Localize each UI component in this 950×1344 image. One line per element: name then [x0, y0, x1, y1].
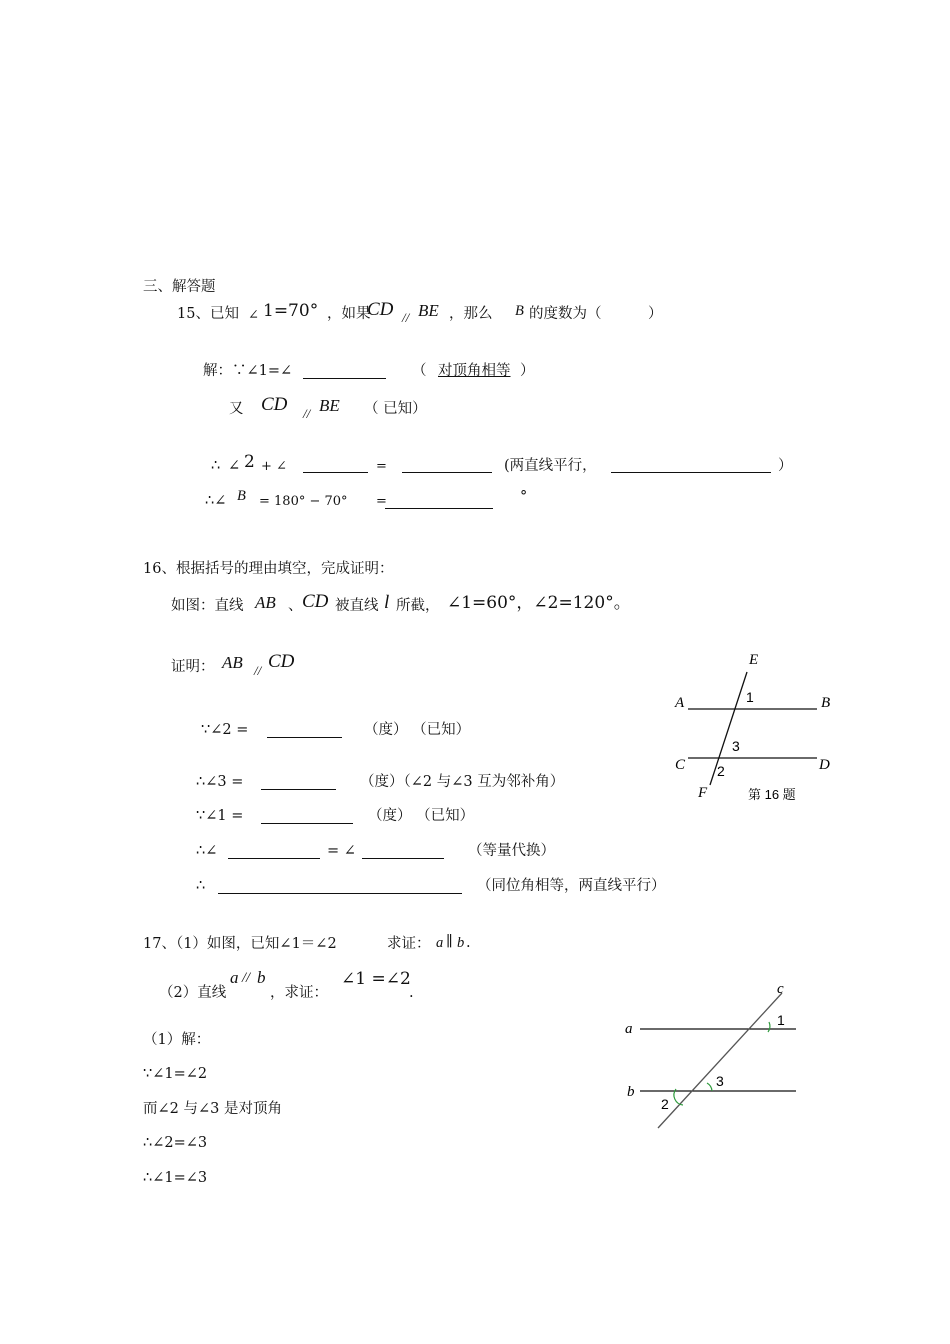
q17-label-2: 2 — [661, 1096, 669, 1112]
q15-reason3-prefix: (两直线平行， — [504, 458, 597, 474]
q15-lead: 15、已知 — [177, 306, 239, 322]
q15-known-label: （ 已知） — [364, 401, 427, 417]
q16-figure — [660, 645, 850, 810]
q17-solution-line3: ∴∠2=∠3 — [143, 1135, 208, 1151]
q15-blank-2[interactable] — [303, 472, 368, 473]
q16-label-d: D — [819, 757, 830, 773]
q15-degree-sign: ° — [520, 489, 528, 505]
q16-cut-text: 被直线 — [335, 598, 379, 614]
q17-label-3: 3 — [716, 1073, 724, 1089]
q16-ab: AB — [255, 593, 276, 612]
q16-step5-tail: （同位角相等，两直线平行） — [477, 878, 666, 894]
q15-also: 又 — [229, 401, 244, 417]
q16-l: l — [384, 592, 390, 613]
q17-figure — [610, 975, 810, 1135]
q15-blank-5[interactable] — [385, 508, 493, 509]
q15-reason1-open: （ — [412, 363, 427, 379]
q16-label-b: B — [821, 695, 831, 711]
q16-step4-mid: = ∠ — [327, 843, 356, 859]
q16-label-e: E — [749, 652, 759, 668]
q16-label-c: C — [675, 757, 686, 773]
q15-line4-calc: = 180° − 70° — [259, 494, 348, 509]
q15-close-paren: ） — [648, 306, 663, 322]
q15-be: BE — [418, 301, 439, 320]
q15-also-be: BE — [319, 396, 340, 415]
q16-cut-text2: 所截， — [396, 598, 440, 614]
q15-then-text: ，那么 — [449, 306, 493, 322]
q15-blank-4[interactable] — [611, 472, 771, 473]
q16-step2-tail: （度）（∠2 与∠3 互为邻补角） — [360, 774, 565, 790]
q16-label-a: A — [675, 695, 685, 711]
q16-blank-1[interactable] — [267, 737, 342, 738]
q15-angle-symbol: ∠ — [248, 308, 259, 323]
q17-angle-1-arc — [768, 1022, 770, 1032]
q15-reason3-close: ） — [778, 458, 793, 474]
q15-if-text: ，如果 — [327, 306, 371, 322]
q17-part2-claim: ∠1 =∠2 — [341, 969, 411, 989]
section-title: 三、解答题 — [143, 279, 216, 295]
q16-caption: 第 16 题 — [748, 787, 796, 802]
q16-step4-tail: （等量代换） — [468, 843, 555, 859]
q16-cd: CD — [302, 591, 329, 612]
q16-blank-6[interactable] — [218, 893, 462, 894]
q17-label-b: b — [627, 1084, 635, 1100]
q16-label-3: 3 — [732, 738, 740, 754]
q15-line4-eq: = — [376, 494, 387, 509]
q17-part1-prefix: 17、（1）如图，已知∠1＝∠2 — [143, 936, 337, 952]
q17-part2-prefix: （2）直线 — [159, 985, 227, 1001]
q17-part2-parallel: // — [242, 970, 251, 986]
q16-separator: 、 — [288, 598, 303, 614]
q16-proof-cd: CD — [268, 651, 295, 672]
q17-solution-line1: ∵∠1=∠2 — [143, 1066, 208, 1082]
q16-label-f: F — [698, 785, 708, 801]
q16-line-l — [710, 672, 747, 785]
q15-two: 2 — [244, 452, 255, 472]
q15-angle2-symbol: ∠ — [228, 458, 241, 474]
q16-blank-3[interactable] — [261, 823, 353, 824]
q16-figure-prefix: 如图：直线 — [171, 598, 244, 614]
q15-therefore: ∴ — [211, 458, 221, 474]
q17-angle-3-arc — [707, 1083, 712, 1091]
q15-reason1: 对顶角相等 — [438, 363, 511, 379]
q15-also-cd: CD — [261, 394, 288, 415]
q15-blank-3[interactable] — [402, 472, 492, 473]
q16-step5-prefix: ∴ — [196, 878, 206, 894]
q16-label-1: 1 — [746, 689, 754, 705]
q17-part1-prove: 求证： — [387, 936, 431, 952]
q17-solution-line2: 而∠2 与∠3 是对顶角 — [143, 1101, 282, 1117]
q16-step1-tail: （度） （已知） — [364, 722, 471, 738]
q15-equals: = — [376, 459, 387, 474]
q15-line4-b: B — [237, 488, 246, 504]
q17-part1-end: . — [466, 935, 471, 951]
q16-step4-prefix: ∴∠ — [196, 843, 218, 859]
q17-label-1: 1 — [777, 1012, 785, 1028]
q15-plus-angle: + ∠ — [261, 459, 287, 474]
q17-label-c: c — [777, 981, 784, 997]
q15-ask-text: 的度数为（ — [529, 306, 602, 322]
q15-solution-prefix: 解：∵∠1=∠ — [203, 363, 293, 379]
q16-step2-prefix: ∴∠3 = — [196, 774, 244, 790]
q17-part2-end: . — [409, 985, 414, 1001]
q16-proof-label: 证明： — [171, 659, 215, 675]
q16-blank-5[interactable] — [362, 858, 444, 859]
q16-proof-ab: AB — [222, 653, 243, 672]
q17-part2-prove: ，求证： — [270, 985, 328, 1001]
q15-given-value: 1=70° — [263, 301, 319, 321]
q15-also-parallel: // — [303, 406, 311, 421]
q17-solution-line4: ∴∠1=∠3 — [143, 1170, 208, 1186]
q15-blank-1[interactable] — [303, 378, 386, 379]
q16-label-2: 2 — [717, 763, 725, 779]
q15-reason1-close: ） — [520, 363, 535, 379]
q17-solution-label: （1）解： — [143, 1032, 211, 1048]
q16-step1-prefix: ∵∠2 = — [201, 722, 249, 738]
q17-part2-a: a — [230, 968, 239, 987]
q15-parallel: // — [402, 310, 410, 325]
q16-step3-tail: （度） （已知） — [368, 808, 475, 824]
q17-part2-b: b — [257, 968, 266, 987]
q16-lead: 16、根据括号的理由填空，完成证明： — [143, 561, 394, 577]
q17-part1-parallel: ∥ — [446, 934, 453, 950]
q17-part1-a: a — [436, 935, 444, 951]
q16-blank-2[interactable] — [261, 789, 336, 790]
q15-b: B — [515, 303, 524, 319]
q16-proof-parallel: // — [254, 663, 262, 678]
q16-angles: ∠1=60°，∠2=120°。 — [447, 593, 631, 613]
q15-cd: CD — [367, 299, 394, 320]
q16-step3-prefix: ∵∠1 = — [196, 808, 244, 824]
q17-part1-b: b — [457, 935, 465, 951]
q17-label-a: a — [625, 1021, 633, 1037]
q17-line-c — [658, 993, 782, 1128]
q16-blank-4[interactable] — [228, 858, 320, 859]
q15-line4-prefix: ∴∠ — [205, 493, 227, 509]
